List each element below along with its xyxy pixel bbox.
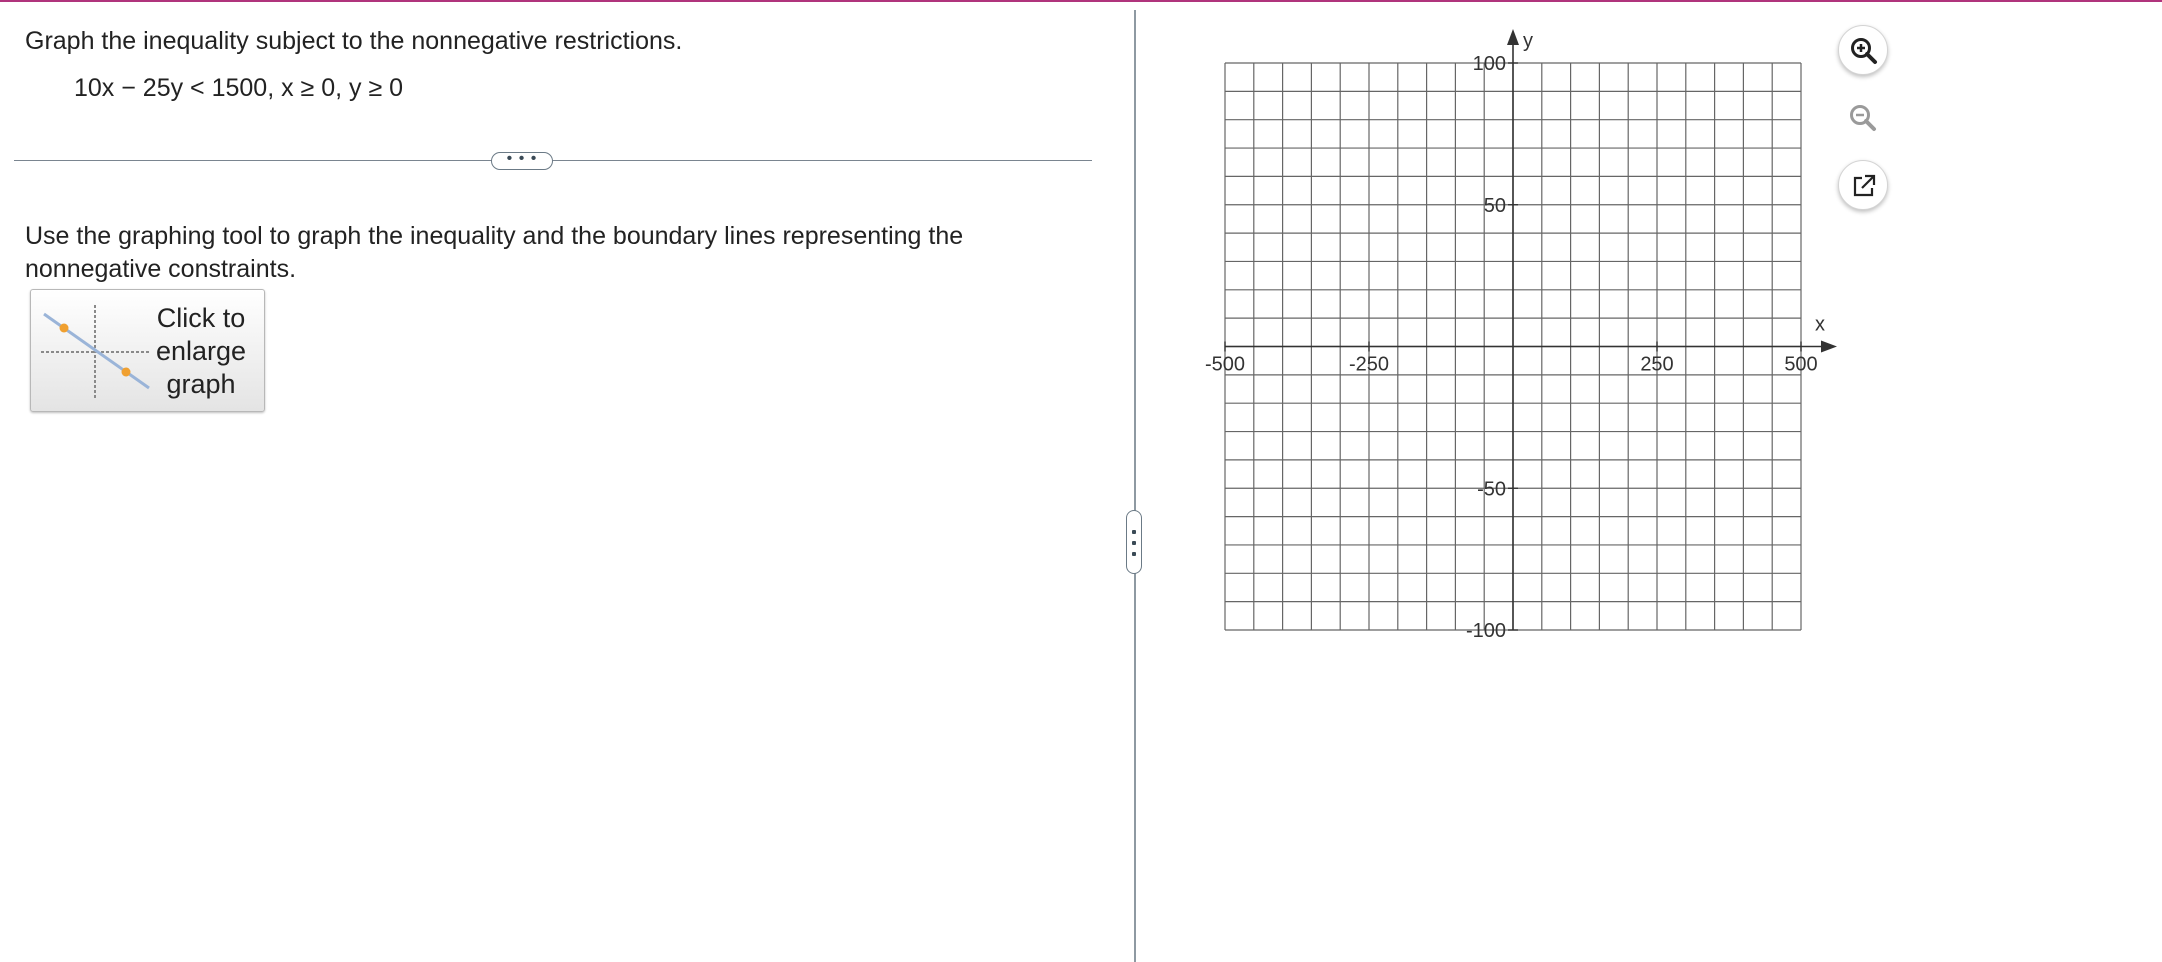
zoom-out-button[interactable]: [1838, 93, 1888, 143]
x-tick-label: -500: [1204, 353, 1246, 376]
y-tick-label: 50: [1483, 194, 1506, 217]
external-link-icon: [1849, 171, 1879, 201]
instructions-text: Use the graphing tool to graph the inequality and the boundary lines representing the nonnegative constraints.: [25, 222, 964, 283]
inequality-equation: 10x − 25y < 1500, x ≥ 0, y ≥ 0: [74, 74, 404, 102]
question-title: Graph the inequality subject to the nonnegative restrictions.: [25, 27, 683, 55]
x-tick-label: -250: [1348, 353, 1390, 376]
section-divider: [14, 160, 1092, 161]
x-tick-label: 250: [1640, 353, 1674, 376]
y-tick-label: -100: [1465, 620, 1506, 642]
y-axis-arrow: [1507, 29, 1519, 45]
enlarge-graph-label: Click to enlarge graph: [155, 303, 247, 399]
zoom-in-button[interactable]: [1838, 25, 1888, 75]
zoom-out-icon: [1848, 103, 1878, 133]
enlarge-graph-button[interactable]: [30, 289, 265, 412]
x-axis-arrow: [1821, 341, 1837, 353]
question-pane: [0, 2, 1130, 962]
pane-divider: [1134, 10, 1136, 962]
y-axis-label: y: [1523, 30, 1533, 52]
graph-pane: [1140, 0, 2162, 962]
zoom-in-icon: [1849, 36, 1879, 66]
y-tick-label: 100: [1472, 53, 1506, 75]
show-more-button[interactable]: • • •: [491, 152, 553, 170]
x-tick-label: 500: [1784, 353, 1818, 376]
x-axis-label: x: [1815, 313, 1825, 336]
y-tick-label: -50: [1477, 478, 1506, 501]
popout-button[interactable]: [1838, 160, 1888, 210]
coordinate-graph[interactable]: [1140, 0, 2162, 962]
graph-thumbnail-icon: [41, 300, 151, 404]
